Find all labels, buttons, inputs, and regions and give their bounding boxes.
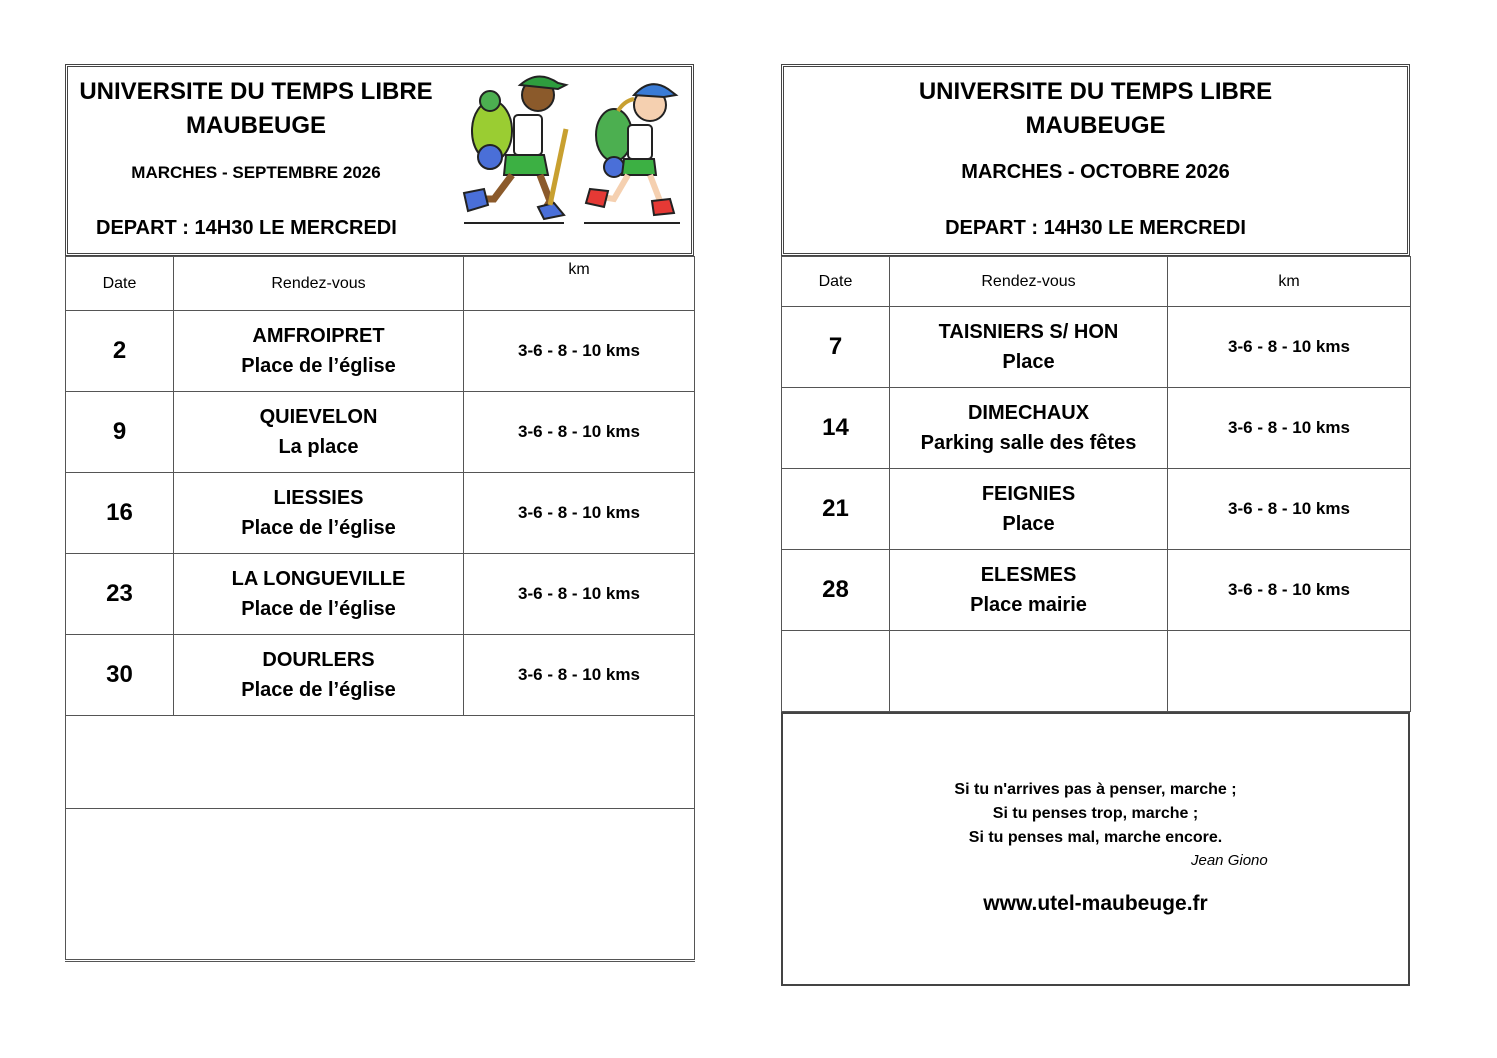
departure-time: DEPART : 14H30 LE MERCREDI [96, 217, 397, 239]
month-title: MARCHES - OCTOBRE 2026 [961, 161, 1230, 183]
date-cell: 21 [782, 469, 890, 550]
distance-cell: 3-6 - 8 - 10 kms [1168, 550, 1411, 631]
empty-row [782, 631, 1411, 712]
distance-cell: 3-6 - 8 - 10 kms [464, 392, 695, 473]
date-cell: 9 [66, 392, 174, 473]
meeting-place-cell: AMFROIPRET Place de l’église [174, 311, 464, 392]
meeting-place-cell: ELESMES Place mairie [890, 550, 1168, 631]
table-row [782, 469, 1411, 550]
october-schedule-table [781, 256, 1411, 712]
date-column-header: Date [66, 257, 174, 311]
departure-time: DEPART : 14H30 LE MERCREDI [945, 217, 1246, 239]
hikers-illustration-icon [454, 71, 686, 231]
table-row [782, 307, 1411, 388]
km-column-header: km [464, 257, 695, 311]
organization-name: UNIVERSITE DU TEMPS LIBRE MAUBEUGE [79, 78, 433, 139]
date-cell: 28 [782, 550, 890, 631]
rendezvous-column-header: Rendez-vous [174, 257, 464, 311]
meeting-place-cell: TAISNIERS S/ HON Place [890, 307, 1168, 388]
distance-cell: 3-6 - 8 - 10 kms [464, 311, 695, 392]
table-row [782, 388, 1411, 469]
october-sheet [781, 64, 1410, 986]
rendezvous-column-header: Rendez-vous [890, 257, 1168, 307]
meeting-place-cell: LA LONGUEVILLE Place de l’église [174, 554, 464, 635]
website-link[interactable]: www.utel-maubeuge.fr [983, 892, 1208, 915]
date-cell: 2 [66, 311, 174, 392]
september-sheet [65, 64, 694, 962]
meeting-place-cell: DIMECHAUX Parking salle des fêtes [890, 388, 1168, 469]
table-row [66, 554, 695, 635]
organization-name: UNIVERSITE DU TEMPS LIBRE MAUBEUGE [918, 78, 1273, 139]
table-row [66, 392, 695, 473]
table-header-row [782, 257, 1411, 307]
date-cell: 7 [782, 307, 890, 388]
september-header [65, 64, 694, 256]
meeting-place-cell: LIESSIES Place de l’église [174, 473, 464, 554]
september-schedule-table [65, 256, 695, 962]
table-row [66, 473, 695, 554]
quote-author: Jean Giono [1191, 852, 1268, 869]
empty-row [66, 716, 695, 809]
date-cell: 16 [66, 473, 174, 554]
october-header [781, 64, 1410, 256]
km-column-header: km [1168, 257, 1411, 307]
meeting-place-cell: FEIGNIES Place [890, 469, 1168, 550]
date-cell: 23 [66, 554, 174, 635]
distance-cell: 3-6 - 8 - 10 kms [1168, 469, 1411, 550]
date-column-header: Date [782, 257, 890, 307]
distance-cell: 3-6 - 8 - 10 kms [1168, 388, 1411, 469]
month-title: MARCHES - SEPTEMBRE 2026 [131, 163, 381, 182]
table-row [66, 311, 695, 392]
distance-cell: 3-6 - 8 - 10 kms [464, 635, 695, 716]
empty-row [66, 809, 695, 961]
quote-text: Si tu n'arrives pas à penser, marche ; Si tu penses trop, marche ; Si tu penses mal, marche encore. [954, 781, 1237, 846]
distance-cell: 3-6 - 8 - 10 kms [464, 554, 695, 635]
date-cell: 14 [782, 388, 890, 469]
table-header-row [66, 257, 695, 311]
quote-box [781, 712, 1410, 986]
date-cell: 30 [66, 635, 174, 716]
distance-cell: 3-6 - 8 - 10 kms [1168, 307, 1411, 388]
meeting-place-cell: DOURLERS Place de l’église [174, 635, 464, 716]
distance-cell: 3-6 - 8 - 10 kms [464, 473, 695, 554]
meeting-place-cell: QUIEVELON La place [174, 392, 464, 473]
table-row [782, 550, 1411, 631]
table-row [66, 635, 695, 716]
